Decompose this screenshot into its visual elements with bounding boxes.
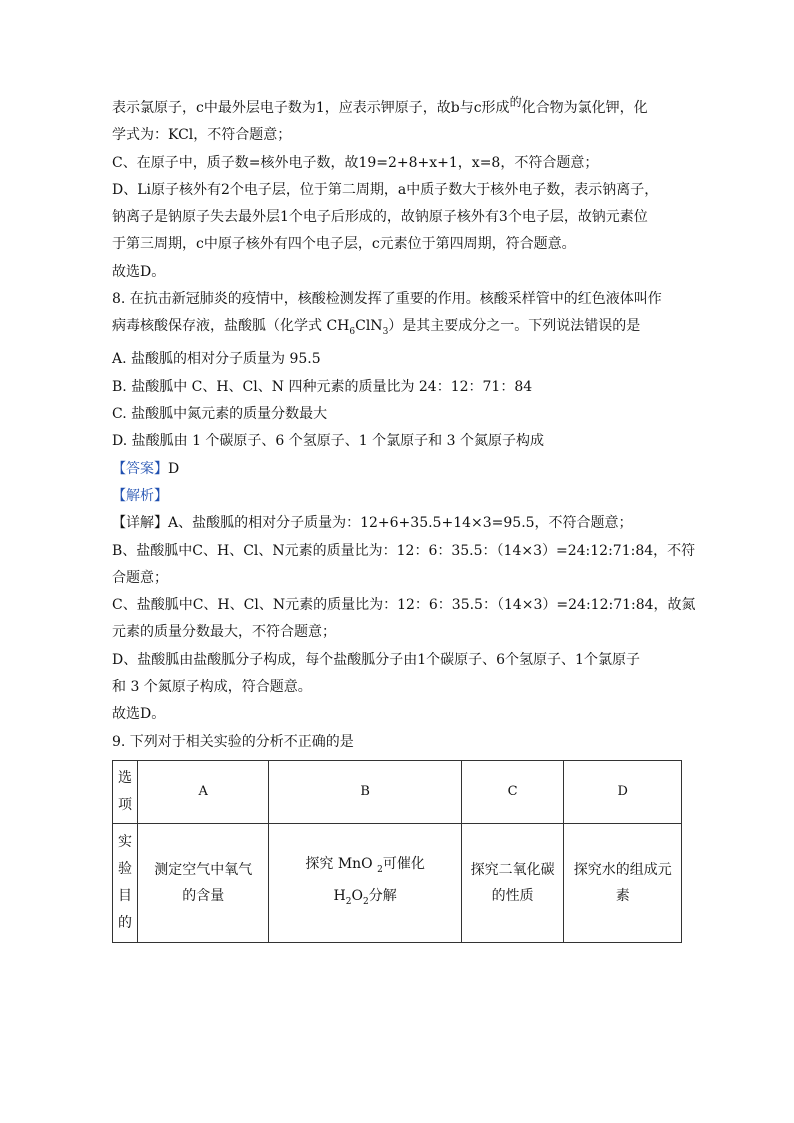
label-char: 选 (117, 769, 132, 786)
cell-line: 素 (615, 887, 630, 904)
question-8-option-c: C. 盐酸胍中氮元素的质量分数最大 (112, 406, 328, 423)
prev-answer-conclusion: 故选D。 (112, 263, 166, 280)
header-col-c: C (461, 760, 564, 823)
header-col-d: D (564, 760, 682, 823)
cell-b (269, 823, 461, 942)
cell-line: 探究二氧化碳 (470, 861, 555, 878)
row-label-cell (113, 823, 138, 942)
prev-answer-line-6: 于第三周期，c中原子核外有四个电子层，c元素位于第四周期，符合题意。 (112, 236, 576, 253)
detail-line-3: 合题意； (112, 569, 168, 586)
cell-line: 探究水的组成元 (573, 861, 672, 878)
subscript: 3 (382, 327, 389, 338)
answer-line (112, 456, 687, 483)
detail-line-6: D、盐酸胍由盐酸胍分子构成，每个盐酸胍分子由1个碳原子、6个氢原子、1个氯原子 (112, 651, 640, 668)
header-label-cell (113, 760, 138, 823)
text-segment: 分解 (368, 887, 397, 904)
cell-line (269, 883, 460, 915)
table-header-row (113, 760, 682, 823)
answer-tag: 【答案】 (112, 460, 168, 477)
detail-line-4: C、盐酸胍中C、H、Cl、N元素的质量比为：12：6：35.5：（14×3）=24:12:71:84，故氮 (112, 597, 696, 614)
text-segment: 化合物为氯化钾，化 (521, 100, 648, 116)
label-char: 验 (117, 860, 132, 877)
label-char: 项 (117, 796, 132, 813)
prev-answer-line-4: D、Li原子核外有2个电子层，位于第二周期，a中质子数大于核外电子数，表示钠离子， (112, 181, 659, 198)
text-segment: ClN (355, 318, 383, 335)
detail-line-7: 和 3 个氮原子构成，符合题意。 (112, 679, 312, 696)
detail-conclusion: 故选D。 (112, 706, 166, 723)
question-8-stem-2 (112, 313, 687, 346)
cell-line (269, 851, 460, 883)
document-page (112, 95, 696, 943)
label-char: 实 (117, 833, 132, 850)
cell-line: 的含量 (182, 887, 225, 904)
detail-line-2: B、盐酸胍中C、H、Cl、N元素的质量比为：12：6：35.5：（14×3）=24:12:71:84，不符 (112, 542, 696, 559)
subscript: 2 (362, 896, 369, 907)
text-segment: 可催化 (382, 856, 425, 873)
subscript: 2 (377, 864, 383, 875)
table-row-purpose (113, 823, 682, 942)
analysis-line (112, 483, 687, 510)
cell-d (564, 823, 682, 942)
subscript: 6 (349, 327, 356, 338)
subscript: 2 (345, 896, 352, 907)
text-segment: O (351, 887, 363, 904)
prev-answer-line-5: 钠离子是钠原子失去最外层1个电子后形成的，故钠原子核外有3个电子层，故钠元素位 (112, 209, 648, 226)
analysis-tag: 【解析】 (112, 487, 168, 504)
detail-line-1 (112, 510, 687, 537)
cell-line: 的性质 (491, 887, 534, 904)
question-8-option-d: D. 盐酸胍由 1 个碳原子、6 个氢原子、1 个氯原子和 3 个氮原子构成 (112, 433, 544, 450)
prev-answer-line-1 (112, 95, 687, 122)
cell-line: 测定空气中氧气 (154, 861, 253, 878)
answer-value: D (168, 460, 180, 477)
question-8-option-a: A. 盐酸胍的相对分子质量为 95.5 (112, 351, 321, 368)
label-char: 的 (117, 914, 132, 931)
question-8-stem-1: 8. 在抗击新冠肺炎的疫情中，核酸检测发挥了重要的作用。核酸采样管中的红色液体叫作 (112, 291, 662, 308)
text-segment: 病毒核酸保存液，盐酸胍（化学式 CH (112, 318, 350, 335)
header-col-a: A (137, 760, 269, 823)
prev-answer-line-2: 学式为：KCl，不符合题意； (112, 127, 292, 144)
header-col-b: B (269, 760, 461, 823)
text-segment: 探究 MnO (305, 856, 378, 873)
text-segment: H (333, 887, 346, 904)
experiment-options-table (112, 760, 682, 943)
detail-tag: 【详解】 (112, 515, 168, 532)
raised-char: 的 (509, 95, 522, 109)
text-segment: 表示氯原子，c中最外层电子数为1，应表示钾原子，故b与c形成 (112, 100, 510, 116)
question-8-option-b: B. 盐酸胍中 C、H、Cl、N 四种元素的质量比为 24：12：71：84 (112, 378, 533, 395)
text-segment: ）是其主要成分之一。下列说法错误的是 (388, 318, 641, 335)
cell-a (137, 823, 269, 942)
prev-answer-line-3: C、在原子中，质子数=核外电子数，故19=2+8+x+1，x=8，不符合题意； (112, 154, 599, 171)
question-9-stem: 9. 下列对于相关实验的分析不正确的是 (112, 733, 354, 750)
detail-line-5: 元素的质量分数最大，不符合题意； (112, 624, 336, 641)
text-segment: A、盐酸胍的相对分子质量为：12+6+35.5+14×3=95.5，不符合题意； (168, 515, 633, 532)
cell-c (461, 823, 564, 942)
label-char: 目 (117, 887, 132, 904)
